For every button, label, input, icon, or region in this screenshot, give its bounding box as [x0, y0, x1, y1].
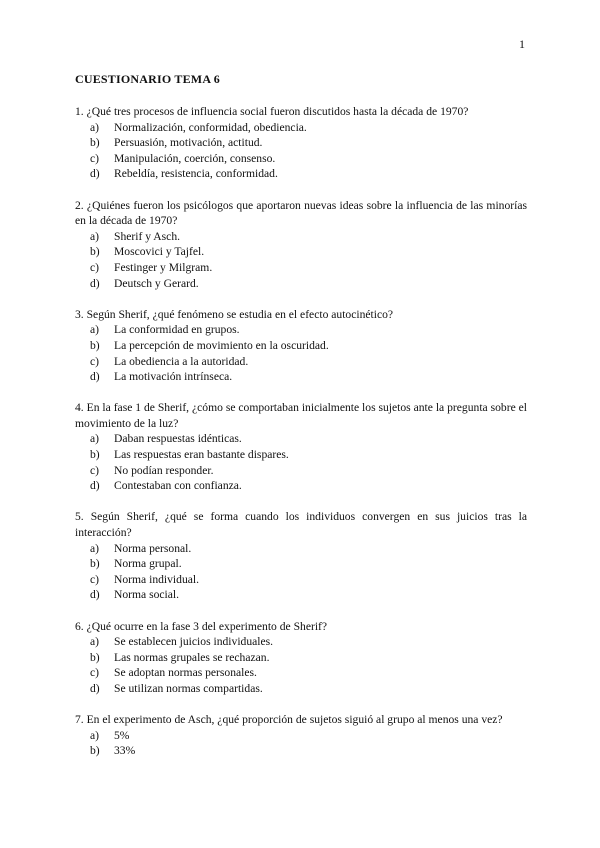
option-list — [75, 634, 527, 696]
answer-option — [90, 431, 527, 447]
question-text: 6. ¿Qué ocurre en la fase 3 del experimento de Sherif? — [75, 619, 328, 633]
option-letter: b) — [90, 338, 100, 352]
answer-option — [90, 587, 527, 603]
option-text: Manipulación, coerción, consenso. — [114, 151, 276, 165]
answer-option — [90, 743, 527, 759]
answer-option — [90, 151, 527, 167]
question-7 — [75, 712, 527, 759]
answer-option — [90, 478, 527, 494]
question-text: 7. En el experimento de Asch, ¿qué proporción de sujetos siguió al grupo al menos una vez? — [75, 713, 503, 727]
option-letter: c) — [90, 463, 100, 477]
option-text: Se adoptan normas personales. — [114, 666, 257, 680]
option-text: Norma grupal. — [114, 557, 182, 571]
option-letter: b) — [90, 650, 100, 664]
option-text: Norma individual. — [114, 572, 200, 586]
option-list — [75, 431, 527, 493]
option-text: Las respuestas eran bastante dispares. — [114, 448, 289, 462]
option-list — [75, 728, 527, 759]
option-letter: d) — [90, 167, 100, 181]
option-letter: d) — [90, 479, 100, 493]
option-text: La conformidad en grupos. — [114, 323, 240, 337]
option-letter: d) — [90, 276, 100, 290]
answer-option — [90, 572, 527, 588]
question-text: 3. Según Sherif, ¿qué fenómeno se estudia en el efecto autocinético? — [75, 307, 394, 321]
question-4 — [75, 400, 527, 494]
option-text: Deutsch y Gerard. — [114, 276, 199, 290]
question-text: 2. ¿Quiénes fueron los psicólogos que aportaron nuevas ideas sobre la influencia de las minorías en la década de 1970? — [75, 198, 527, 228]
option-letter: c) — [90, 572, 100, 586]
answer-option — [90, 728, 527, 744]
option-letter: d) — [90, 681, 100, 695]
answer-option — [90, 354, 527, 370]
option-text: Sherif y Asch. — [114, 229, 181, 243]
option-letter: a) — [90, 120, 100, 134]
option-text: Se utilizan normas compartidas. — [114, 681, 263, 695]
question-5 — [75, 509, 527, 603]
option-text: La percepción de movimiento en la oscuridad. — [114, 338, 329, 352]
option-text: Contestaban con confianza. — [114, 479, 242, 493]
answer-option — [90, 135, 527, 151]
question-text: 5. Según Sherif, ¿qué se forma cuando los individuos convergen en sus juicios tras la interacción? — [75, 510, 527, 540]
option-letter: b) — [90, 136, 100, 150]
question-2 — [75, 198, 527, 292]
option-text: Festinger y Milgram. — [114, 260, 213, 274]
option-letter: c) — [90, 666, 100, 680]
question-3 — [75, 307, 527, 385]
answer-option — [90, 463, 527, 479]
option-letter: c) — [90, 151, 100, 165]
question-text: 1. ¿Qué tres procesos de influencia social fueron discutidos hasta la década de 1970? — [75, 105, 469, 118]
answer-option — [90, 166, 527, 182]
answer-option — [90, 229, 527, 245]
option-text: Se establecen juicios individuales. — [114, 635, 274, 649]
option-letter: b) — [90, 448, 100, 462]
answer-option — [90, 120, 527, 136]
option-letter: c) — [90, 260, 100, 274]
option-text: Daban respuestas idénticas. — [114, 432, 242, 446]
option-text: Norma personal. — [114, 541, 192, 555]
question-text: 4. En la fase 1 de Sherif, ¿cómo se comportaban inicialmente los sujetos ante la pregunta sobre el movimiento de la luz? — [75, 401, 527, 430]
option-text: Persuasión, motivación, actitud. — [114, 136, 263, 150]
option-letter: a) — [90, 229, 100, 243]
answer-option — [90, 650, 527, 666]
option-text: No podían responder. — [114, 463, 214, 477]
option-letter: a) — [90, 635, 100, 649]
option-list — [75, 541, 527, 603]
document-title: CUESTIONARIO TEMA 6 — [75, 72, 220, 86]
answer-option — [90, 681, 527, 697]
option-text: Normalización, conformidad, obediencia. — [114, 120, 307, 134]
question-1 — [75, 104, 527, 182]
answer-option — [90, 322, 527, 338]
option-letter: b) — [90, 245, 100, 259]
option-letter: c) — [90, 354, 100, 368]
answer-option — [90, 665, 527, 681]
answer-option — [90, 260, 527, 276]
answer-option — [90, 369, 527, 385]
option-list — [75, 229, 527, 291]
answer-option — [90, 447, 527, 463]
option-letter: b) — [90, 557, 100, 571]
option-text: 33% — [114, 744, 136, 758]
option-letter: a) — [90, 323, 100, 337]
page-number: 1 — [519, 37, 525, 51]
option-text: Norma social. — [114, 588, 180, 602]
option-text: Las normas grupales se rechazan. — [114, 650, 270, 664]
question-6 — [75, 619, 527, 697]
option-text: 5% — [114, 728, 130, 742]
answer-option — [90, 338, 527, 354]
option-letter: b) — [90, 744, 100, 758]
answer-option — [90, 634, 527, 650]
option-text: La obediencia a la autoridad. — [114, 354, 249, 368]
option-letter: a) — [90, 728, 100, 742]
answer-option — [90, 541, 527, 557]
option-text: Moscovici y Tajfel. — [114, 245, 205, 259]
option-list — [75, 322, 527, 384]
option-letter: a) — [90, 541, 100, 555]
option-list — [75, 120, 527, 182]
option-letter: a) — [90, 432, 100, 446]
option-text: Rebeldía, resistencia, conformidad. — [114, 167, 278, 181]
option-letter: d) — [90, 370, 100, 384]
option-letter: d) — [90, 588, 100, 602]
answer-option — [90, 244, 527, 260]
question-list — [75, 104, 527, 775]
option-text: La motivación intrínseca. — [114, 370, 233, 384]
answer-option — [90, 276, 527, 292]
answer-option — [90, 556, 527, 572]
